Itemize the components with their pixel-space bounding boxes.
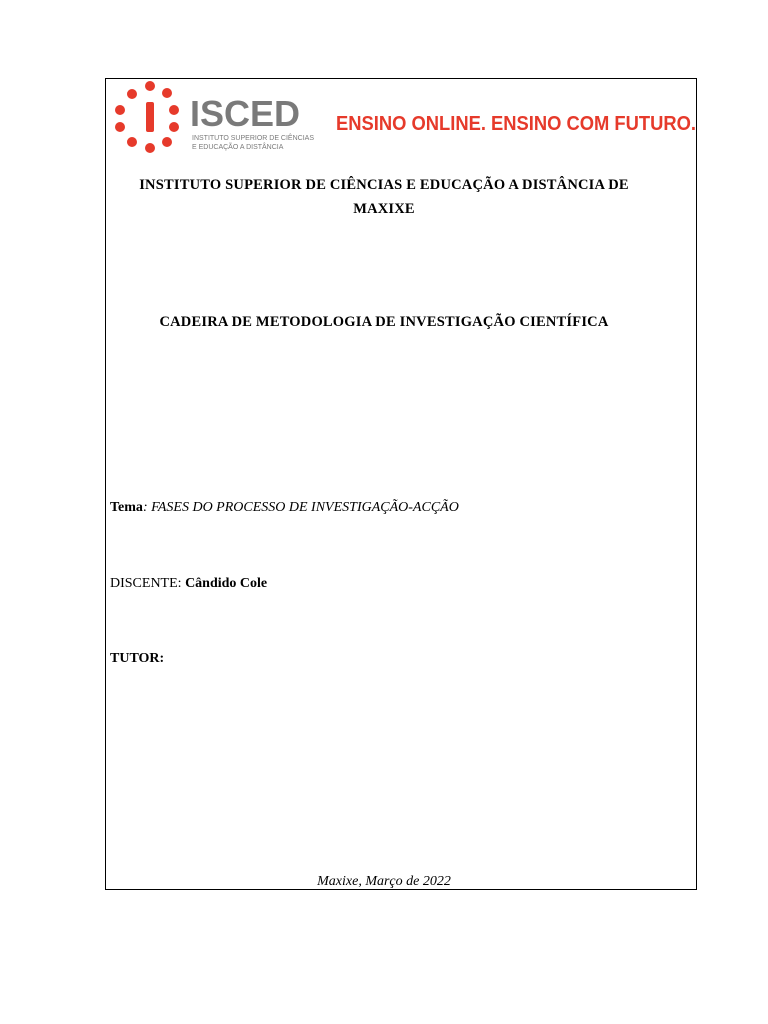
course-name: CADEIRA DE METODOLOGIA DE INVESTIGAÇÃO CIENTÍFICA bbox=[159, 314, 609, 330]
logo-line-1: INSTITUTO SUPERIOR DE CIÊNCIAS bbox=[192, 135, 314, 142]
theme-value: FASES DO PROCESSO DE INVESTIGAÇÃO-ACÇÃO bbox=[147, 500, 459, 515]
student-label: DISCENTE: bbox=[110, 576, 186, 591]
slogan: ENSINO ONLINE. ENSINO COM FUTURO. bbox=[336, 113, 696, 135]
isced-dots-icon bbox=[115, 81, 179, 153]
student-name: Cândido Cole bbox=[185, 576, 268, 591]
theme-label: Tema bbox=[110, 500, 143, 515]
logo-line-2: E EDUCAÇÃO A DISTÂNCIA bbox=[192, 144, 284, 151]
theme-line bbox=[110, 499, 459, 517]
student-line bbox=[110, 575, 267, 593]
tutor-label: TUTOR: bbox=[110, 651, 165, 666]
logo-word: ISCED bbox=[190, 93, 301, 134]
tutor-line bbox=[110, 650, 164, 668]
theme-separator: : bbox=[142, 500, 148, 515]
institute-name: INSTITUTO SUPERIOR DE CIÊNCIAS E EDUCAÇÃO A DISTÂNCIA DE MAXIXE bbox=[139, 177, 629, 217]
place-date: Maxixe, Março de 2022 bbox=[317, 874, 451, 889]
isced-logo bbox=[110, 80, 698, 158]
isced-banner bbox=[110, 80, 698, 158]
